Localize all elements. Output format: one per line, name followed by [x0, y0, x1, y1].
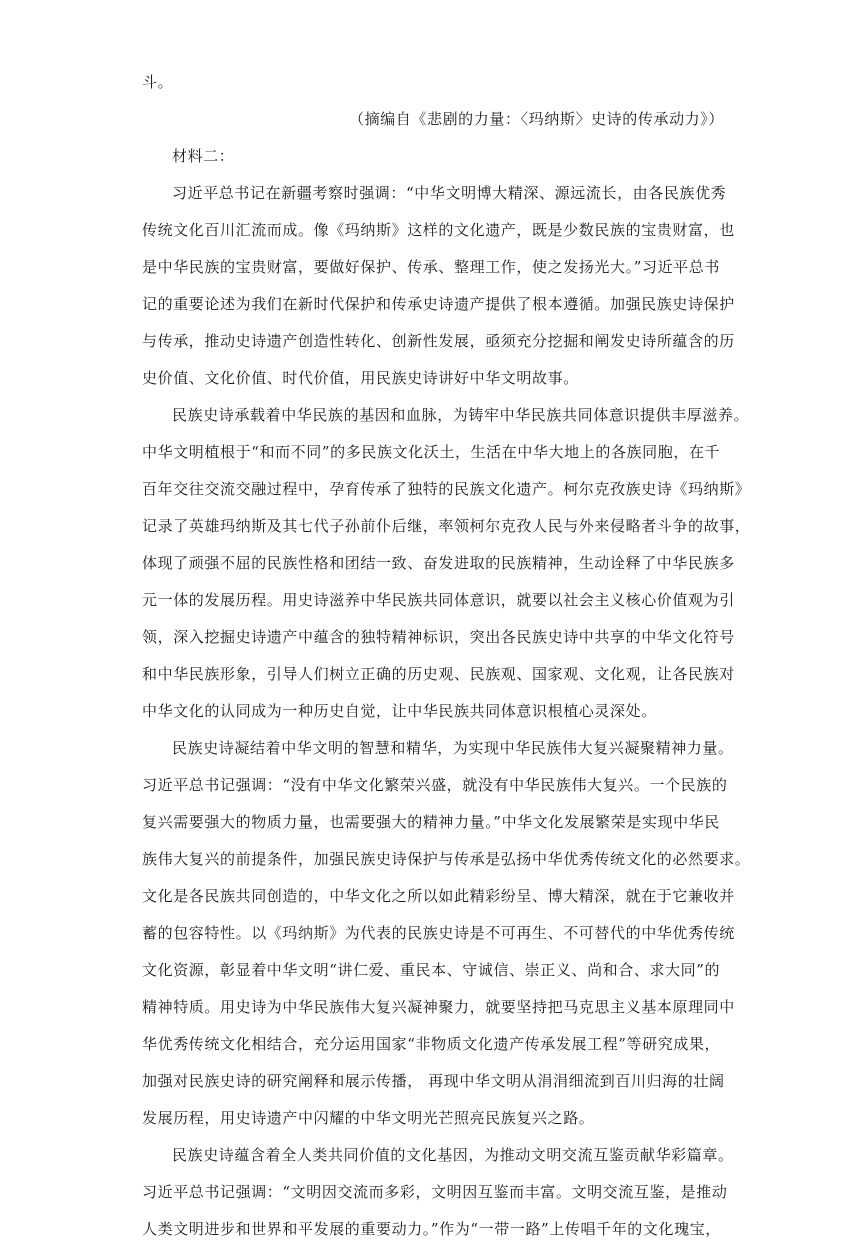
text-line: 元一体的发展历程。用史诗滋养中华民族共同体意识，就要以社会主义核心价值观为引 — [142, 591, 735, 609]
text-line: 史价值、文化价值、时代价值，用民族史诗讲好中华文明故事。 — [142, 369, 579, 387]
text-line: 中华文化的认同成为一种历史自觉，让中华民族共同体意识根植心灵深处。 — [142, 702, 657, 720]
text-line: 记录了英雄玛纳斯及其七代子孙前仆后继，率领柯尔克孜人民与外来侵略者斗争的故事， — [142, 517, 751, 535]
text-line: 和中华民族形象，引导人们树立正确的历史观、民族观、国家观、文化观，让各民族对 — [142, 665, 735, 683]
text-line: 中华文明植根于“和而不同”的多民族文化沃土，生活在中华大地上的各族同胞，在千 — [142, 443, 721, 461]
text-line: 华优秀传统文化相结合，充分运用国家“非物质文化遗产传承发展工程”等研究成果， — [142, 1035, 721, 1053]
paragraph-3 — [142, 730, 751, 1137]
text-line: 与传承，推动史诗遗产创造性转化、创新性发展，亟须充分挖掘和阐发史诗所蕴含的历 — [142, 332, 735, 350]
text-line: 精神特质。用史诗为中华民族伟大复兴凝神聚力，就要坚持把马克思主义基本原理同中 — [142, 998, 735, 1016]
paragraph-1 — [142, 175, 735, 397]
text-line: 习近平总书记强调：“没有中华文化繁荣兴盛，就没有中华民族伟大复兴。一个民族的 — [142, 776, 728, 794]
source-citation: （摘编自《悲剧的力量：〈玛纳斯〉史诗的传承动力》） — [348, 110, 724, 128]
text-line: 习近平总书记强调：“文明因交流而多彩，文明因互鉴而丰富。文明交流互鉴，是推动 — [142, 1183, 728, 1201]
text-line: 文化资源，彰显着中华文明“讲仁爱、重民本、守诚信、崇正义、尚和合、求大同”的 — [142, 961, 721, 979]
text-line: 习近平总书记在新疆考察时强调：“中华文明博大精深、源远流长，由各民族优秀 — [172, 184, 727, 202]
text-line: 记的重要论述为我们在新时代保护和传承史诗遗产提供了根本遵循。加强民族史诗保护 — [142, 295, 735, 313]
text-line: 加强对民族史诗的研究阐释和展示传播， 再现中华文明从涓涓细流到百川归海的壮阔 — [142, 1072, 725, 1090]
text-line: 民族史诗承载着中华民族的基因和血脉，为铸牢中华民族共同体意识提供丰厚滋养。 — [172, 406, 750, 424]
text-line: 人类文明进步和世界和平发展的重要动力。”作为“一带一路”上传唱千年的文化瑰宝， — [142, 1220, 721, 1238]
text-line: 文化是各民族共同创造的，中华文化之所以如此精彩纷呈、博大精深，就在于它兼收并 — [142, 887, 735, 905]
paragraph-2 — [142, 397, 751, 730]
text-line: 传统文化百川汇流而成。像《玛纳斯》这样的文化遗产，既是少数民族的宝贵财富，也 — [142, 221, 735, 239]
text-line: 百年交往交流交融过程中，孕育传承了独特的民族文化遗产。柯尔克孜族史诗《玛纳斯》 — [142, 480, 751, 498]
text-line: 领，深入挖掘史诗遗产中蕴含的独特精神标识，突出各民族史诗中共享的中华文化符号 — [142, 628, 735, 646]
text-line: 是中华民族的宝贵财富，要做好保护、传承、整理工作，使之发扬光大。”习近平总书 — [142, 258, 720, 276]
text-line: 民族史诗蕴含着全人类共同价值的文化基因，为推动文明交流互鉴贡献华彩篇章。 — [172, 1146, 734, 1164]
text-line: 斗。 — [142, 73, 174, 91]
text-line: 发展历程，用史诗遗产中闪耀的中华文明光芒照亮民族复兴之路。 — [142, 1109, 595, 1127]
text-line: 蓄的包容特性。以《玛纳斯》为代表的民族史诗是不可再生、不可替代的中华优秀传统 — [142, 924, 735, 942]
text-line: 族伟大复兴的前提条件，加强民族史诗保护与传承是弘扬中华优秀传统文化的必然要求。 — [142, 850, 751, 868]
text-line: 复兴需要强大的物质力量，也需要强大的精神力量。”中华文化发展繁荣是实现中华民 — [142, 813, 720, 831]
material-label: 材料二： — [172, 147, 235, 165]
text-line: 体现了顽强不屈的民族性格和团结一致、奋发进取的民族精神，生动诠释了中华民族多 — [142, 554, 735, 572]
paragraph-4 — [142, 1137, 734, 1248]
text-line: 民族史诗凝结着中华文明的智慧和精华，为实现中华民族伟大复兴凝聚精神力量。 — [172, 739, 734, 757]
